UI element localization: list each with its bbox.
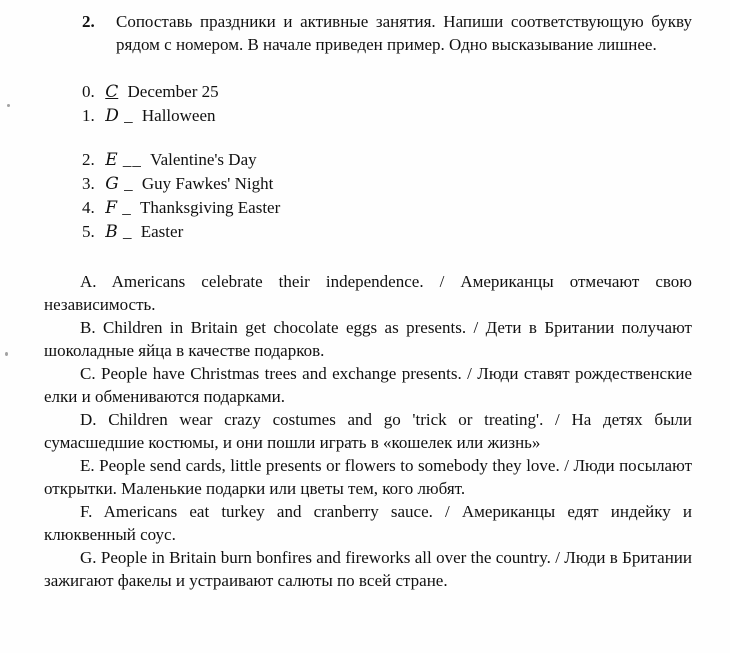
match-item — [82, 80, 692, 104]
match-list-example — [82, 80, 692, 128]
task-instructions: Сопоставь праздники и активные занятия. Напиши соответствующую букву рядом с номером. В начале приведен пример. Одно высказывание лишнее. — [116, 12, 692, 54]
match-number: 3. — [82, 174, 95, 193]
statement — [44, 546, 692, 592]
statement-text: Children in Britain get chocolate eggs as presents. / Дети в Британии получают шоколадные яйца в качестве подарков. — [44, 318, 692, 360]
match-item — [82, 172, 692, 196]
statement-letter: F. — [80, 502, 93, 521]
statement-letter: D. — [80, 410, 97, 429]
statement — [44, 316, 692, 362]
statement — [44, 500, 692, 546]
match-label: Thanksgiving Easter — [140, 198, 281, 217]
statement-text: Americans celebrate their independence. / Американцы отмечают свою независимость. — [44, 272, 693, 314]
match-number: 1. — [82, 106, 95, 125]
match-item — [82, 220, 692, 244]
match-blank: _ — [122, 198, 132, 217]
task-header — [82, 10, 692, 56]
match-number: 5. — [82, 222, 95, 241]
match-answer-letter: C — [105, 82, 119, 102]
statement — [44, 362, 692, 408]
match-number: 0. — [82, 82, 95, 101]
scan-artifact — [5, 352, 8, 356]
match-label: December 25 — [127, 82, 219, 101]
match-answer-letter: F — [105, 198, 118, 218]
statement — [44, 408, 692, 454]
match-answer-letter: E — [105, 150, 118, 170]
statement-text: People in Britain burn bonfires and fireworks all over the country. / Люди в Британии зажигают факелы и устраивают салюты по всей стране. — [44, 548, 693, 590]
scan-artifact — [7, 104, 10, 107]
match-blank: __ — [122, 150, 142, 169]
match-item — [82, 104, 692, 128]
match-blank: _ — [124, 106, 134, 125]
statement-letter: G. — [80, 548, 97, 567]
task-number: 2. — [82, 12, 95, 31]
match-number: 2. — [82, 150, 95, 169]
statements-list — [44, 270, 692, 592]
statement-text: People have Christmas trees and exchange presents. / Люди ставят рождественские елки и обмениваются подарками. — [44, 364, 692, 406]
match-answer-letter: B — [105, 222, 118, 242]
match-label: Easter — [140, 222, 184, 241]
statement — [44, 270, 692, 316]
match-label: Valentine's Day — [150, 150, 257, 169]
match-item — [82, 196, 692, 220]
match-blank: _ — [123, 222, 133, 241]
match-list — [82, 148, 692, 244]
statement-text: People send cards, little presents or flowers to somebody they love. / Люди посылают открытки. Маленькие подарки или цветы тем, кого любят. — [44, 456, 693, 498]
statement-letter: B. — [80, 318, 96, 337]
statement-text: Americans eat turkey and cranberry sauce. / Американцы едят индейку и клюквенный соус. — [44, 502, 693, 544]
match-answer-letter: D — [105, 106, 119, 126]
match-number: 4. — [82, 198, 95, 217]
match-label: Guy Fawkes' Night — [141, 174, 274, 193]
statement — [44, 454, 692, 500]
statement-letter: C. — [80, 364, 96, 383]
statement-letter: A. — [80, 272, 97, 291]
statement-text: Children wear crazy costumes and go 'trick or treating'. / На детях были сумасшедшие костюмы, и они пошли играть в «кошелек или жизнь» — [44, 410, 692, 452]
statement-letter: E. — [80, 456, 95, 475]
match-answer-letter: G — [105, 174, 119, 194]
match-label: Halloween — [141, 106, 216, 125]
match-item — [82, 148, 692, 172]
match-blank: _ — [124, 174, 134, 193]
